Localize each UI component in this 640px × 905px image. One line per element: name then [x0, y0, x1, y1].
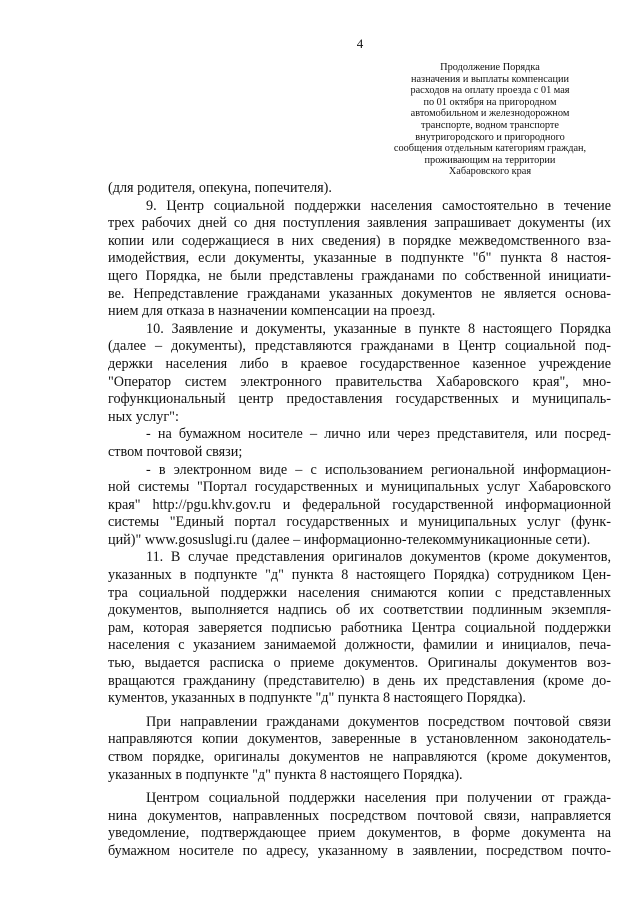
text-line: трех рабочих дней со дня поступления заявления запрашивает документы (их: [108, 215, 611, 232]
text-line: ций)" www.gosuslugi.ru (далее – информационно-телекоммуникационные сети).: [108, 531, 591, 548]
text-line: держки населения либо в краевое государственное казенное учреждение: [108, 355, 611, 372]
header-line: автомобильном и железнодорожном: [410, 108, 570, 120]
text-line: копии или содержащиеся в них сведения) в порядке межведомственного вза-: [108, 232, 611, 249]
text-line: 10. Заявление и документы, указанные в пункте 8 настоящего Порядка: [146, 320, 611, 337]
text-line: указанных в подпункте "д" пункта 8 настоящего Порядка) сотрудником Цен-: [108, 567, 611, 584]
text-line: тью, выдается расписка о приеме документов. Оригиналы документов воз-: [108, 655, 611, 672]
text-line: уведомление, подтверждающее прием документов, в форме документа на: [108, 825, 611, 842]
text-line: щего Порядка, не были представлены гражданами по собственной инициати-: [108, 267, 611, 284]
header-line: Хабаровского края: [448, 166, 532, 178]
text-line: гофункциональный центр предоставления государственных и муниципаль-: [108, 391, 611, 408]
header-line: проживающим на территории: [424, 154, 556, 166]
header-line: расходов на оплату проезда с 01 мая: [410, 85, 570, 97]
text-line: (для родителя, опекуна, попечителя).: [108, 180, 332, 196]
text-line: тра социальной поддержки населения снимаются копии с представленных: [108, 584, 611, 601]
text-line: (далее – документы), представляются гражданами в Центр социальной под-: [108, 338, 611, 355]
text-line: нием для отказа в назначении компенсации на проезд.: [108, 303, 436, 320]
header-line: сообщения отдельным категориям граждан,: [393, 143, 587, 155]
text-line: ве. Непредставление гражданами указанных документов не является основа-: [108, 285, 611, 302]
header-line: внутригородского и пригородного: [415, 131, 565, 143]
paragraph-item-9: [108, 198, 611, 321]
text-line: ством почтовой связи;: [108, 443, 243, 460]
text-line: направляются копии документов, заверенные в установленном законодатель-: [108, 731, 611, 748]
document-header: [375, 62, 605, 178]
text-line: 11. В случае представления оригиналов документов (кроме документов,: [146, 549, 611, 566]
document-body: [108, 180, 611, 861]
paragraph-postal-sending: [108, 714, 611, 784]
paragraph-notification: [108, 790, 611, 860]
text-line: документов, выполняется надпись об их соответствии подлинным экземпля-: [108, 602, 611, 619]
text-line: ством порядке, оригиналы документов не направляются (кроме документов,: [108, 749, 611, 765]
text-line: кументов, указанных в подпункте "д" пункта 8 настоящего Порядка).: [108, 690, 526, 707]
text-line: вращаются гражданину (представителю) в день их представления (кроме до-: [108, 672, 611, 689]
text-line: ной системы "Портал государственных и муниципальных услуг Хабаровского: [108, 479, 611, 496]
text-line: нина документов, направленных посредством почтовой связи, направляется: [108, 807, 611, 824]
text-line: рам, которая заверяется подписью работника Центра социальной поддержки: [108, 619, 611, 636]
text-line: системы "Единый портал государственных и муниципальных услуг (функ-: [108, 514, 611, 531]
text-line: 9. Центр социальной поддержки населения самостоятельно в течение: [146, 197, 611, 214]
text-line: При направлении гражданами документов посредством почтовой связи: [146, 713, 611, 730]
text-line: населения с указанием занимаемой должности, фамилии и инициалов, печа-: [108, 637, 611, 654]
paragraph-continuation: [108, 180, 611, 198]
text-line: бумажном носителе по адресу, указанному в заявлении, посредством почто-: [108, 842, 611, 859]
header-line: транспорте, водном транспорте: [421, 119, 559, 131]
text-line: указанных в подпункте "д" пункта 8 настоящего Порядка).: [108, 766, 463, 783]
text-line: имодействия, если документы, указанные в подпункте "б" пункта 8 настоя-: [108, 250, 611, 267]
page-number: 4: [356, 36, 364, 51]
paragraph-item-11: [108, 549, 611, 707]
text-line: ных услуг":: [108, 408, 179, 425]
paragraph-item-10: [108, 321, 611, 427]
text-line: Центром социальной поддержки населения при получении от гражда-: [146, 790, 611, 807]
header-line: назначения и выплаты компенсации: [410, 73, 570, 85]
header-line: Продолжение Порядка: [440, 62, 540, 73]
text-line: - на бумажном носителе – лично или через представителя, или посред-: [146, 426, 611, 443]
text-line: - в электронном виде – с использованием региональной информацион-: [146, 461, 611, 478]
paragraph-paper-option: [108, 426, 611, 461]
header-line: по 01 октября на пригородном: [423, 96, 557, 108]
text-line: края" http://pgu.khv.gov.ru и федеральной государственной информационной: [108, 496, 611, 513]
text-line: "Оператор систем электронного правительства Хабаровского края", мно-: [108, 373, 611, 390]
paragraph-electronic-option: [108, 462, 611, 550]
